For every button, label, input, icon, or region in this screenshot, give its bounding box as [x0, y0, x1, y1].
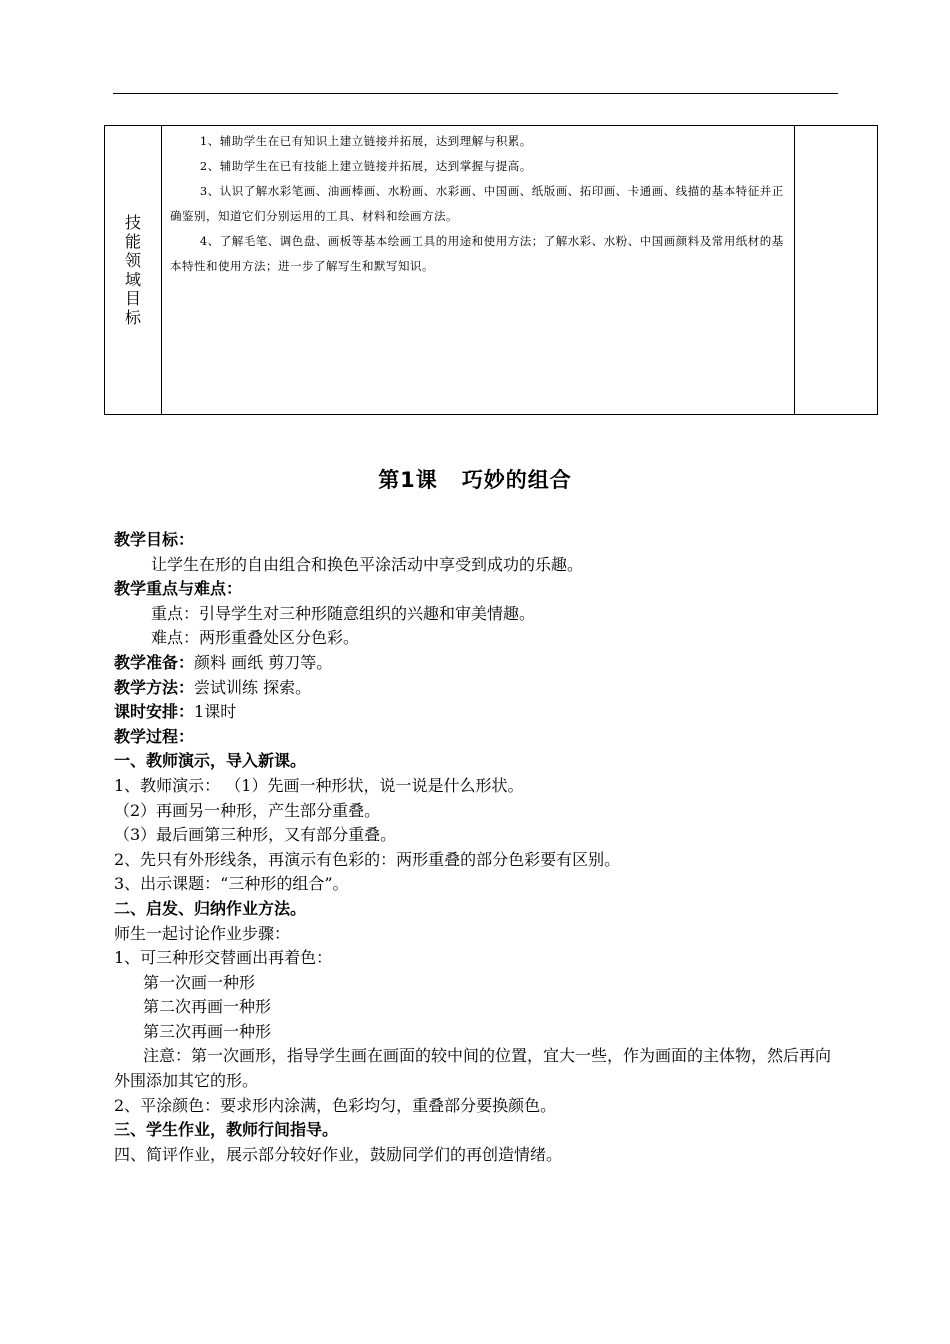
section1-line: （3）最后画第三种形，又有部分重叠。	[114, 825, 397, 845]
method-line	[114, 676, 844, 701]
lesson-body	[114, 528, 844, 1167]
method-label: 教学方法：	[114, 677, 195, 697]
section2-substep: 第三次再画一种形	[143, 1021, 272, 1041]
key-point-difficulty: 难点：两形重叠处区分色彩。	[151, 628, 360, 648]
lesson-number: 第1课	[378, 468, 438, 492]
section1-title: 一、教师演示，导入新课。	[114, 751, 307, 771]
preparation-value: 颜料 画纸 剪刀等。	[194, 652, 333, 672]
header-rule	[113, 93, 838, 94]
table-row	[105, 126, 878, 415]
section3-title: 三、学生作业，教师行间指导。	[114, 1120, 339, 1140]
goal-item: 3、认识了解水彩笔画、油画棒画、水粉画、水彩画、中国画、纸版画、拓印画、卡通画、线描的基本特征并正确鉴别，知道它们分别运用的工具、材料和绘画方法。	[170, 184, 784, 223]
section2-substep: 第一次画一种形	[143, 972, 256, 992]
objectives-heading: 教学目标：	[114, 530, 195, 549]
method-value: 尝试训练 探索。	[194, 677, 312, 697]
section2-step1: 1、可三种形交替画出再着色：	[114, 948, 333, 968]
key-point-focus: 重点：引导学生对三种形随意组织的兴趣和审美情趣。	[151, 603, 536, 623]
objectives-text: 让学生在形的自由组合和换色平涂活动中享受到成功的乐趣。	[151, 554, 584, 574]
preparation-label: 教学准备：	[114, 652, 195, 672]
goal-item: 4、了解毛笔、调色盘、画板等基本绘画工具的用途和使用方法；了解水彩、水粉、中国画颜料及常用纸材的基本特性和使用方法；进一步了解写生和默写知识。	[170, 234, 784, 273]
section1-line: 3、出示课题：“三种形的组合”。	[114, 874, 349, 894]
table-content-cell	[162, 126, 795, 415]
skills-label: 技能领域目标	[124, 213, 141, 327]
section1-line: （2）再画另一种形，产生部分重叠。	[114, 800, 381, 820]
goal-item: 2、辅助学生在已有技能上建立链接并拓展，达到掌握与提高。	[199, 159, 532, 173]
section2-step2: 2、平涂颜色：要求形内涂满，色彩均匀，重叠部分要换颜色。	[114, 1095, 557, 1115]
table-label-cell	[105, 126, 162, 415]
section1-line: 2、先只有外形线条，再演示有色彩的：两形重叠的部分色彩要有区别。	[114, 849, 621, 869]
section2-intro: 师生一起讨论作业步骤：	[114, 923, 291, 943]
section1-line: 1、教师演示： （1）先画一种形状，说一说是什么形状。	[114, 775, 524, 795]
section2-note: 注意：第一次画形，指导学生画在画面的较中间的位置，宜大一些，作为画面的主体物，然后再向外围添加其它的形。	[114, 1046, 832, 1091]
section2-substep: 第二次再画一种形	[143, 997, 272, 1017]
lesson-title	[0, 464, 950, 494]
lesson-name: 巧妙的组合	[461, 468, 572, 492]
schedule-value: 1课时	[194, 702, 237, 722]
key-points-heading: 教学重点与难点：	[114, 579, 243, 599]
schedule-line	[114, 700, 844, 725]
section4-text: 四、简评作业，展示部分较好作业，鼓励同学们的再创造情绪。	[114, 1144, 563, 1164]
preparation-line	[114, 651, 844, 676]
section2-title: 二、启发、归纳作业方法。	[114, 898, 307, 918]
schedule-label: 课时安排：	[114, 702, 195, 722]
goal-item: 1、辅助学生在已有知识上建立链接并拓展，达到理解与积累。	[199, 134, 532, 148]
table-empty-cell	[795, 126, 878, 415]
skills-goals-table	[104, 125, 878, 415]
process-heading: 教学过程：	[114, 726, 195, 746]
